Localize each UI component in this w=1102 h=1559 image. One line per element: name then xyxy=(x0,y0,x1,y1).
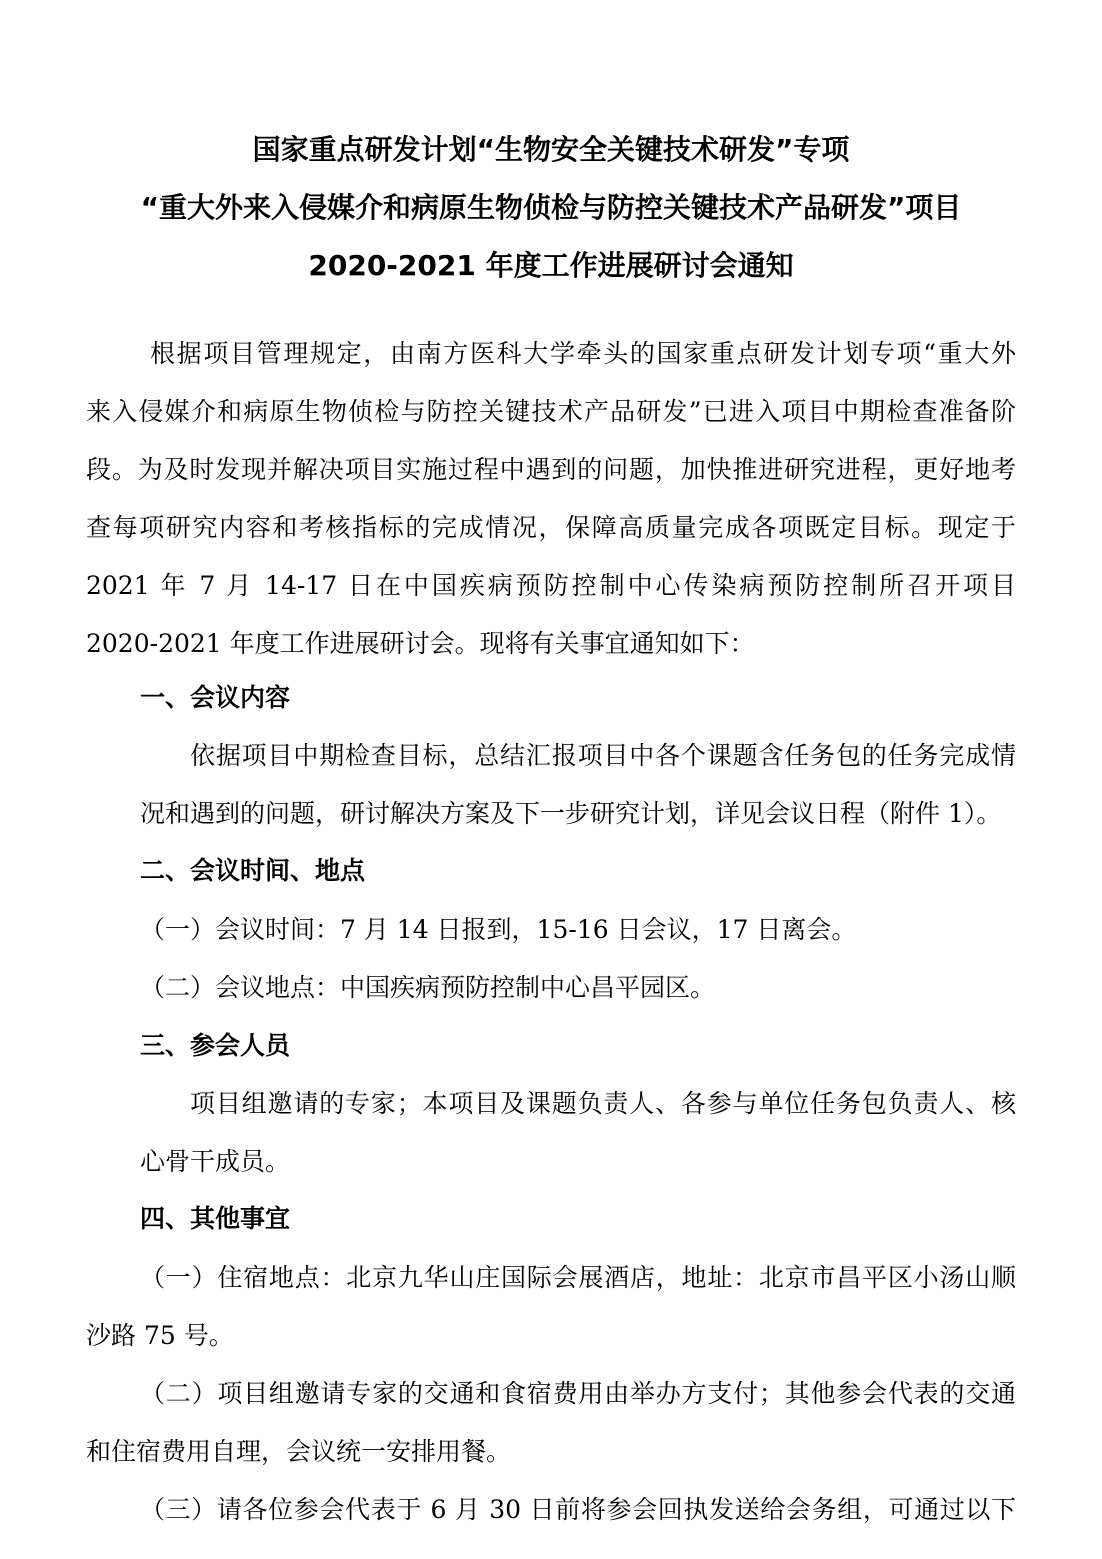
meeting-time: （一）会议时间：7 月 14 日报到，15-16 日会议，17 日离会。 xyxy=(140,915,857,944)
title-line-2: “重大外来入侵媒介和病原生物侦检与防控关键技术产品研发”项目 xyxy=(140,191,962,224)
expenses-line: （二）项目组邀请专家的交通和食宿费用由举办方支付；其他参会代表的交通 xyxy=(140,1379,1016,1408)
section-3-line: 心骨干成员。 xyxy=(140,1147,291,1176)
meeting-place: （二）会议地点：中国疾病预防控制中心昌平园区。 xyxy=(140,973,716,1002)
intro-paragraph xyxy=(86,325,1016,673)
section-1-paragraph xyxy=(140,727,1016,843)
intro-line: 段。为及时发现并解决项目实施过程中遇到的问题，加快推进研究进程，更好地考 xyxy=(86,455,1016,484)
intro-line: 查每项研究内容和考核指标的完成情况，保障高质量完成各项既定目标。现定于 xyxy=(86,513,1016,542)
title-line-1: 国家重点研发计划“生物安全关键技术研发”专项 xyxy=(252,133,850,166)
section-1-line: 依据项目中期检查目标，总结汇报项目中各个课题含任务包的任务完成情 xyxy=(190,741,1016,770)
rsvp-paragraph xyxy=(86,1481,1016,1539)
lodging-line: 沙路 75 号。 xyxy=(86,1321,234,1350)
section-3-line: 项目组邀请的专家；本项目及课题负责人、各参与单位任务包负责人、核 xyxy=(190,1089,1016,1118)
expenses-line: 和住宿费用自理，会议统一安排用餐。 xyxy=(86,1437,512,1466)
intro-line: 来入侵媒介和病原生物侦检与防控关键技术产品研发”已进入项目中期检查准备阶 xyxy=(86,397,1016,426)
section-1-heading: 一、会议内容 xyxy=(140,683,291,712)
rsvp-line: （三）请各位参会代表于 6 月 30 日前将参会回执发送给会务组，可通过以下 xyxy=(140,1495,1016,1524)
lodging-paragraph xyxy=(86,1249,1016,1365)
intro-line: 根据项目管理规定，由南方医科大学牵头的国家重点研发计划专项“重大外 xyxy=(150,339,1016,368)
section-3-heading: 三、参会人员 xyxy=(140,1031,291,1060)
section-3-paragraph xyxy=(140,1075,1016,1191)
expenses-paragraph xyxy=(86,1365,1016,1481)
intro-line: 2020-2021 年度工作进展研讨会。现将有关事宜通知如下： xyxy=(86,629,755,658)
intro-line: 2021 年 7 月 14-17 日在中国疾病预防控制中心传染病预防控制所召开项目 xyxy=(86,571,1016,600)
section-1-line: 况和遇到的问题，研讨解决方案及下一步研究计划，详见会议日程（附件 1）。 xyxy=(140,799,1002,828)
section-2-heading: 二、会议时间、地点 xyxy=(140,856,366,885)
lodging-line: （一）住宿地点：北京九华山庄国际会展酒店，地址：北京市昌平区小汤山顺 xyxy=(140,1263,1016,1292)
title-line-3: 2020-2021 年度工作进展研讨会通知 xyxy=(308,249,794,282)
section-4-heading: 四、其他事宜 xyxy=(140,1204,291,1233)
